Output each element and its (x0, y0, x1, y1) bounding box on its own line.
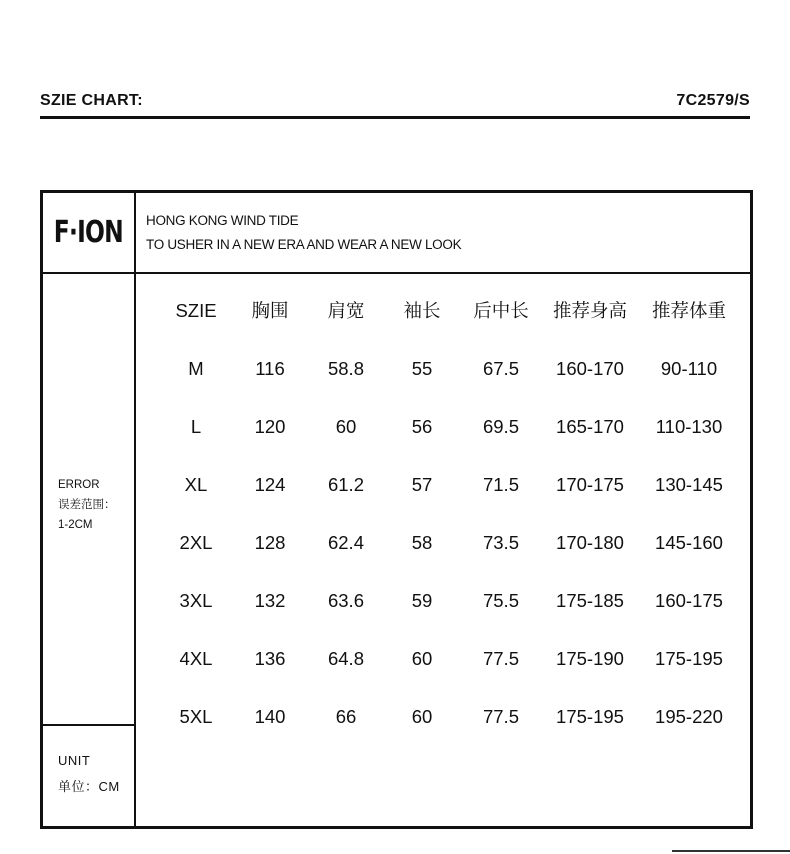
cell-back-length: 77.5 (482, 706, 519, 727)
cell-height: 170-180 (556, 532, 624, 553)
cell-chest: 132 (254, 590, 286, 611)
cell-chest: 120 (254, 416, 286, 437)
brand-logo (43, 193, 134, 272)
cell-size: L (190, 416, 202, 437)
table-row (136, 398, 750, 456)
cell-sleeve: 56 (411, 416, 433, 437)
cell-sleeve: 55 (411, 358, 433, 379)
cell-height: 175-190 (556, 648, 624, 669)
cell-weight: 145-160 (655, 532, 723, 553)
header-back-length: 后中长 (473, 300, 529, 321)
cell-height: 175-195 (556, 706, 624, 727)
unit-label: UNIT (58, 753, 91, 768)
table-row (136, 340, 750, 398)
header-sleeve: 袖长 (403, 300, 441, 321)
unit-label-cn: 单位：CM (58, 779, 120, 794)
header-chest: 胸围 (251, 300, 289, 321)
table-row (136, 572, 750, 630)
cell-chest: 136 (254, 648, 286, 669)
cell-size: XL (184, 474, 208, 495)
table-row (136, 514, 750, 572)
cell-shoulder: 58.8 (327, 358, 364, 379)
cell-weight: 160-175 (655, 590, 723, 611)
cell-height: 165-170 (556, 416, 624, 437)
error-range: 1-2CM (58, 519, 93, 531)
cell-back-length: 71.5 (482, 474, 519, 495)
size-table (136, 274, 750, 746)
cell-back-length: 69.5 (482, 416, 519, 437)
cell-weight: 130-145 (655, 474, 723, 495)
cell-weight: 90-110 (660, 358, 718, 379)
cell-sleeve: 60 (411, 706, 433, 727)
cell-height: 175-185 (556, 590, 624, 611)
header-shoulder: 肩宽 (327, 300, 365, 321)
cell-chest: 124 (254, 474, 286, 495)
cell-size: 5XL (179, 706, 213, 727)
chart-header (40, 88, 750, 119)
table-row (136, 456, 750, 514)
cell-shoulder: 60 (335, 416, 357, 437)
chart-title: SZIE CHART: (40, 92, 143, 109)
header-weight: 推荐体重 (651, 300, 726, 321)
cell-weight: 110-130 (655, 416, 723, 437)
size-chart-frame (40, 190, 753, 829)
unit-note (58, 748, 120, 800)
cell-height: 170-175 (556, 474, 624, 495)
product-code: 7C2579/S (676, 92, 750, 109)
cell-back-length: 75.5 (482, 590, 519, 611)
error-note (58, 475, 116, 535)
table-row (136, 630, 750, 688)
cell-chest: 128 (254, 532, 286, 553)
cell-size: 2XL (179, 532, 213, 553)
header-size: SZIE (175, 300, 217, 321)
cell-back-length: 73.5 (482, 532, 519, 553)
table-header-row (136, 274, 750, 340)
cell-weight: 175-195 (655, 648, 723, 669)
table-row (136, 688, 750, 746)
cell-sleeve: 59 (411, 590, 433, 611)
cell-sleeve: 57 (411, 474, 433, 495)
cell-size: M (188, 358, 204, 379)
cell-weight: 195-220 (655, 706, 723, 727)
cell-back-length: 77.5 (482, 648, 519, 669)
cell-size: 4XL (179, 648, 213, 669)
divider-unit (43, 724, 135, 726)
error-label: ERROR (58, 479, 100, 491)
cell-sleeve: 60 (411, 648, 433, 669)
cell-shoulder: 61.2 (327, 474, 364, 495)
cell-sleeve: 58 (411, 532, 433, 553)
brand-logo-text: F·ION (53, 215, 124, 250)
cell-shoulder: 63.6 (327, 590, 364, 611)
tagline (146, 209, 461, 257)
cell-shoulder: 66 (335, 706, 357, 727)
error-label-cn: 误差范围： (58, 499, 116, 511)
cell-shoulder: 62.4 (327, 532, 364, 553)
tagline-line-1: HONG KONG WIND TIDE (146, 213, 299, 228)
cell-chest: 116 (255, 358, 285, 379)
header-height: 推荐身高 (552, 300, 627, 321)
cell-back-length: 67.5 (482, 358, 519, 379)
footer-rule (672, 850, 790, 852)
cell-chest: 140 (254, 706, 286, 727)
cell-shoulder: 64.8 (327, 648, 364, 669)
cell-size: 3XL (179, 590, 213, 611)
cell-height: 160-170 (556, 358, 624, 379)
tagline-line-2: TO USHER IN A NEW ERA AND WEAR A NEW LOOK (146, 237, 462, 252)
